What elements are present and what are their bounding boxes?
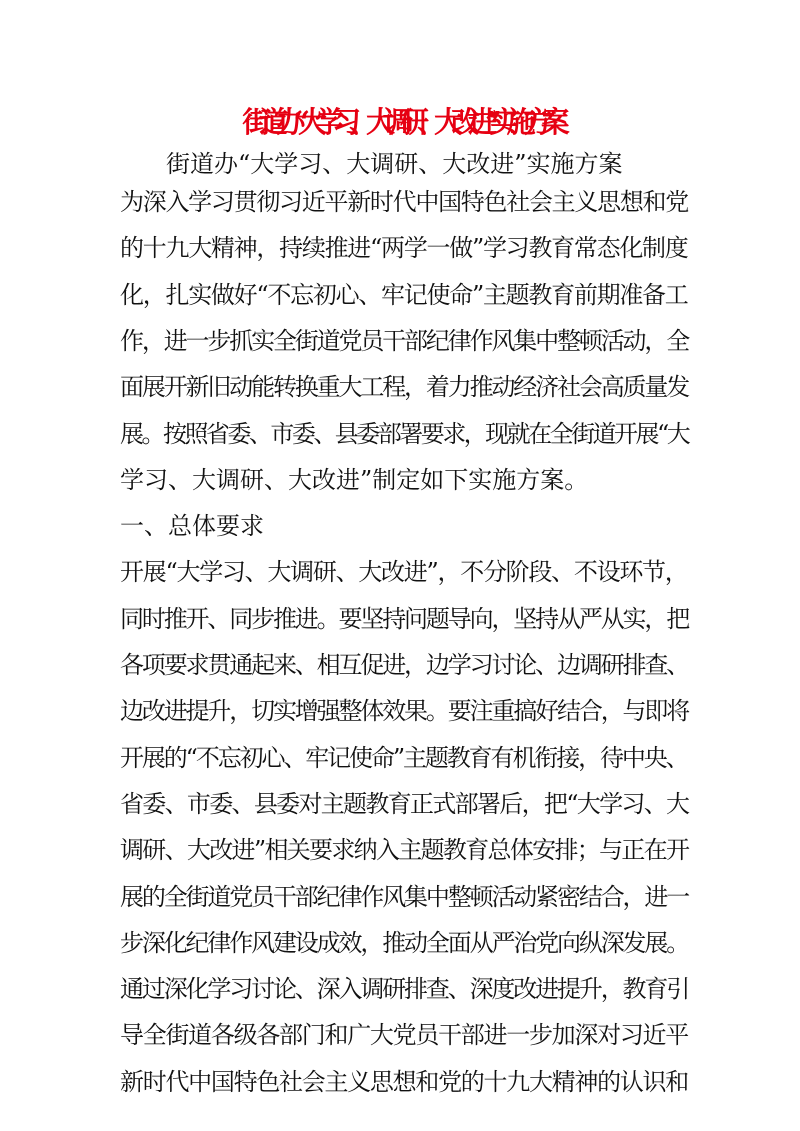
body-line: 各项要求贯通起来、相互促进，边学习讨论、边调研排查、 bbox=[120, 651, 689, 679]
body-line: 导全街道各级各部门和广大党员干部进一步加深对习近平 bbox=[120, 1021, 688, 1049]
body-line: 化，扎实做好“不忘初心、牢记使命”主题教育前期准备工 bbox=[120, 281, 688, 309]
body-line: 开展“大学习、大调研、大改进”，不分阶段、不设环节， bbox=[120, 558, 688, 586]
body-line: 作，进一步抓实全街道党员干部纪律作风集中整顿活动，全 bbox=[120, 327, 689, 355]
document-subtitle: 街道办“大学习、大调研、大改进”实施方案 bbox=[166, 150, 623, 178]
body-line: 展的全街道党员干部纪律作风集中整顿活动紧密结合，进一 bbox=[120, 883, 689, 911]
body-line: 新时代中国特色社会主义思想和党的十九大精神的认识和 bbox=[120, 1068, 688, 1096]
body-line: 学习、大调研、大改进”制定如下实施方案。 bbox=[120, 466, 589, 494]
body-line: 开展的“不忘初心、牢记使命”主题教育有机衔接，待中央、 bbox=[120, 744, 688, 772]
body-line: 为深入学习贯彻习近平新时代中国特色社会主义思想和党 bbox=[120, 188, 688, 216]
body-line: 省委、市委、县委对主题教育正式部署后，把“大学习、大 bbox=[120, 790, 689, 818]
document-title: 街道办“大学习、大调研、大改进”实施方案 bbox=[242, 105, 558, 139]
body-line: 通过深化学习讨论、深入调研排查、深度改进提升，教育引 bbox=[120, 975, 689, 1003]
body-line: 调研、大改进”相关要求纳入主题教育总体安排；与正在开 bbox=[120, 836, 689, 864]
body-line: 展。按照省委、市委、县委部署要求，现就在全街道开展“大 bbox=[120, 420, 689, 448]
body-line: 步深化纪律作风建设成效，推动全面从严治党向纵深发展。 bbox=[120, 929, 689, 957]
body-line: 面展开新旧动能转换重大工程，着力推动经济社会高质量发 bbox=[120, 373, 689, 401]
body-line: 一、总体要求 bbox=[120, 512, 264, 540]
body-line: 边改进提升，切实增强整体效果。要注重搞好结合，与即将 bbox=[120, 697, 689, 725]
body-line: 的十九大精神，持续推进“两学一做”学习教育常态化制度 bbox=[120, 234, 688, 262]
body-line: 同时推开、同步推进。要坚持问题导向，坚持从严从实，把 bbox=[120, 605, 689, 633]
